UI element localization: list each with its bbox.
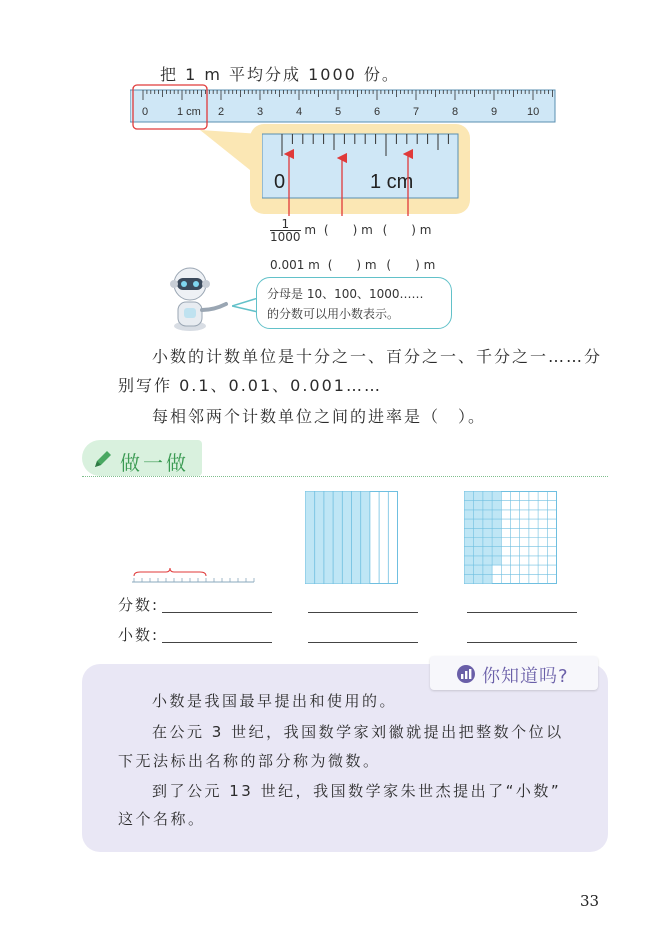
page-number: 33: [580, 892, 600, 910]
decimal-blank-1[interactable]: ( ) m: [327, 258, 377, 272]
pencil-icon: [92, 448, 114, 470]
fraction-unit: m: [304, 223, 317, 237]
decimal-answer-2[interactable]: [308, 642, 418, 643]
pointer-arrows: [278, 148, 418, 220]
decimal-blank-2[interactable]: ( ) m: [386, 258, 436, 272]
fraction-blank-1[interactable]: ( ) m: [323, 223, 373, 237]
decimal-answer-3[interactable]: [467, 642, 577, 643]
paragraph-1-line-1: 小数的计数单位是十分之一、百分之一、千分之一……分: [152, 347, 603, 366]
know-line-2: 在公元 3 世纪，我国数学家刘徽就提出把整数个位以: [152, 723, 564, 741]
did-you-know-title: 你知道吗?: [482, 666, 569, 687]
ruler-label-5: 5: [335, 106, 342, 118]
ruler-label-0: 0: [142, 106, 149, 118]
ruler-label-3: 3: [257, 106, 264, 118]
decimal-label: 小数:: [118, 626, 160, 644]
intro-text: 把 1 m 平均分成 1000 份。: [160, 65, 400, 84]
fraction-one-thousandth: [270, 218, 301, 243]
bubble-line-2: 的分数可以用小数表示。: [267, 307, 400, 321]
decimal-value: 0.001 m: [270, 258, 320, 272]
fraction-numerator: 1: [270, 218, 301, 231]
zoom-label-0: 0: [274, 171, 286, 193]
know-line-3: 下无法标出名称的部分称为微数。: [118, 752, 381, 770]
know-line-5: 这个名称。: [118, 810, 206, 828]
tenths-square-figure: [305, 491, 399, 584]
dotted-divider: [82, 476, 608, 477]
speech-bubble: [256, 277, 452, 329]
paragraph-2: 每相邻两个计数单位之间的进率是（ ）。: [152, 407, 487, 426]
ruler-label-6: 6: [374, 106, 381, 118]
paragraph-1-line-2: 别写作 0.1、0.01、0.001……: [118, 376, 382, 395]
fraction-row: [270, 218, 431, 243]
ruler-label-2: 2: [218, 106, 225, 118]
ruler-label-7: 7: [413, 106, 420, 118]
hundredths-grid-figure: [464, 491, 558, 584]
fraction-denominator: 1000: [270, 230, 301, 244]
know-line-4: 到了公元 13 世纪，我国数学家朱世杰提出了“小数”: [152, 782, 562, 800]
ruler-label-8: 8: [452, 106, 459, 118]
robot-icon: [166, 266, 230, 332]
decimal-answer-1[interactable]: [162, 642, 272, 643]
fraction-answer-3[interactable]: [467, 612, 577, 613]
decimal-row: [270, 256, 435, 273]
ruler-label-1cm: 1 cm: [177, 106, 201, 118]
fraction-answer-2[interactable]: [308, 612, 418, 613]
ruler-label-9: 9: [491, 106, 498, 118]
info-chart-icon: [456, 664, 476, 684]
know-line-1: 小数是我国最早提出和使用的。: [152, 692, 398, 710]
ruler-label-4: 4: [296, 106, 303, 118]
ruler-label-10: 10: [527, 106, 540, 118]
fraction-blank-2[interactable]: ( ) m: [382, 223, 432, 237]
bubble-line-1: 分母是 10、100、1000……: [267, 287, 424, 301]
doit-title: 做一做: [120, 451, 189, 475]
mini-ruler-figure: [130, 566, 256, 586]
fraction-answer-1[interactable]: [162, 612, 272, 613]
zoom-label-1cm: 1 cm: [370, 171, 414, 193]
fraction-label: 分数:: [118, 596, 160, 614]
